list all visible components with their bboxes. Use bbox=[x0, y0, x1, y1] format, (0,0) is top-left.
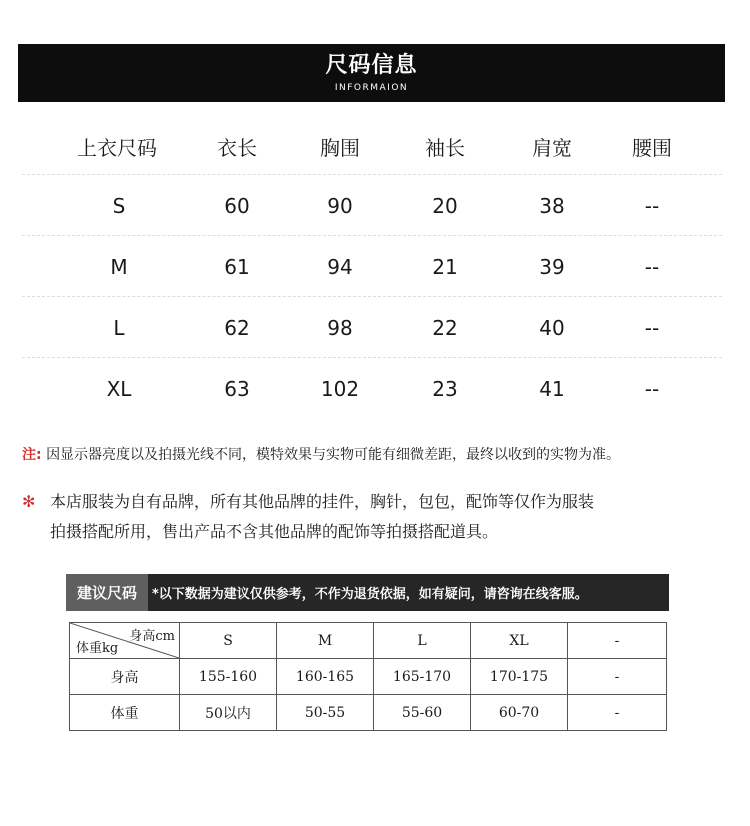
brand-note bbox=[22, 487, 732, 547]
recommend-table bbox=[69, 622, 667, 731]
recommend-header-bar bbox=[66, 574, 669, 611]
size-table-header bbox=[22, 118, 722, 175]
rec-header-cell: L bbox=[374, 623, 471, 659]
recommend-note: *以下数据为建议仅供参考，不作为退货依据，如有疑问，请咨询在线客服。 bbox=[152, 587, 588, 602]
rec-cell: 160-165 bbox=[277, 659, 374, 695]
rec-header-cell: M bbox=[277, 623, 374, 659]
brand-note-line-1: 本店服装为自有品牌，所有其他品牌的挂件，胸针，包包，配饰等仅作为服装 bbox=[50, 492, 595, 511]
rec-cell: 50以内 bbox=[180, 695, 277, 731]
cell-waist: -- bbox=[644, 254, 660, 279]
cell-length: 62 bbox=[224, 315, 250, 340]
corner-height-label: 身高cm bbox=[129, 629, 175, 644]
rec-cell: 55-60 bbox=[374, 695, 471, 731]
rec-header-cell: XL bbox=[471, 623, 568, 659]
rec-cell: - bbox=[568, 659, 667, 695]
table-row bbox=[22, 175, 722, 236]
note-lead: 注: bbox=[22, 447, 42, 463]
header-cell-shoulder: 肩宽 bbox=[532, 136, 572, 160]
info-banner bbox=[18, 44, 725, 102]
cell-chest: 90 bbox=[327, 193, 353, 218]
rec-cell: - bbox=[568, 695, 667, 731]
size-table bbox=[22, 118, 722, 419]
cell-size: S bbox=[112, 193, 126, 218]
recommend-header-row bbox=[70, 623, 667, 659]
header-cell-size: 上衣尺码 bbox=[77, 136, 157, 160]
cell-size: M bbox=[110, 254, 128, 279]
header-cell-chest: 胸围 bbox=[320, 136, 360, 160]
table-row bbox=[22, 297, 722, 358]
rec-cell: 170-175 bbox=[471, 659, 568, 695]
rec-cell: 155-160 bbox=[180, 659, 277, 695]
cell-waist: -- bbox=[644, 376, 660, 401]
cell-length: 61 bbox=[224, 254, 250, 279]
rec-cell: 165-170 bbox=[374, 659, 471, 695]
rec-row-label: 身高 bbox=[70, 659, 180, 695]
rec-header-cell: S bbox=[180, 623, 277, 659]
rec-row-label: 体重 bbox=[70, 695, 180, 731]
cell-sleeve: 23 bbox=[432, 376, 458, 401]
banner-subtitle: INFORMAION bbox=[334, 83, 409, 93]
asterisk-icon: ✻ bbox=[22, 492, 36, 511]
table-row bbox=[70, 695, 667, 731]
cell-sleeve: 21 bbox=[432, 254, 458, 279]
cell-length: 60 bbox=[224, 193, 250, 218]
cell-sleeve: 22 bbox=[432, 315, 458, 340]
table-row bbox=[22, 358, 722, 419]
cell-length: 63 bbox=[224, 376, 250, 401]
corner-cell bbox=[70, 623, 180, 659]
cell-chest: 94 bbox=[327, 254, 353, 279]
disclaimer-note bbox=[22, 444, 732, 466]
banner-title: 尺码信息 bbox=[325, 53, 418, 78]
brand-note-line-2: 拍摄搭配所用，售出产品不含其他品牌的配饰等拍摄搭配道具。 bbox=[50, 522, 499, 541]
table-row bbox=[70, 659, 667, 695]
cell-sleeve: 20 bbox=[432, 193, 458, 218]
header-cell-waist: 腰围 bbox=[632, 136, 672, 160]
cell-size: XL bbox=[106, 376, 132, 401]
cell-shoulder: 38 bbox=[539, 193, 565, 218]
table-row bbox=[22, 236, 722, 297]
note-text: 因显示器亮度以及拍摄光线不同，模特效果与实物可能有细微差距，最终以收到的实物为准。 bbox=[46, 447, 621, 463]
header-cell-sleeve: 袖长 bbox=[425, 136, 465, 160]
cell-chest: 102 bbox=[320, 376, 360, 401]
cell-shoulder: 40 bbox=[539, 315, 565, 340]
recommend-tag: 建议尺码 bbox=[66, 574, 148, 611]
cell-waist: -- bbox=[644, 315, 660, 340]
rec-cell: 50-55 bbox=[277, 695, 374, 731]
corner-weight-label: 体重kg bbox=[76, 641, 119, 656]
rec-cell: 60-70 bbox=[471, 695, 568, 731]
cell-waist: -- bbox=[644, 193, 660, 218]
rec-header-cell: - bbox=[568, 623, 667, 659]
cell-chest: 98 bbox=[327, 315, 353, 340]
cell-shoulder: 41 bbox=[539, 376, 565, 401]
cell-size: L bbox=[113, 315, 125, 340]
header-cell-length: 衣长 bbox=[217, 136, 257, 160]
cell-shoulder: 39 bbox=[539, 254, 565, 279]
